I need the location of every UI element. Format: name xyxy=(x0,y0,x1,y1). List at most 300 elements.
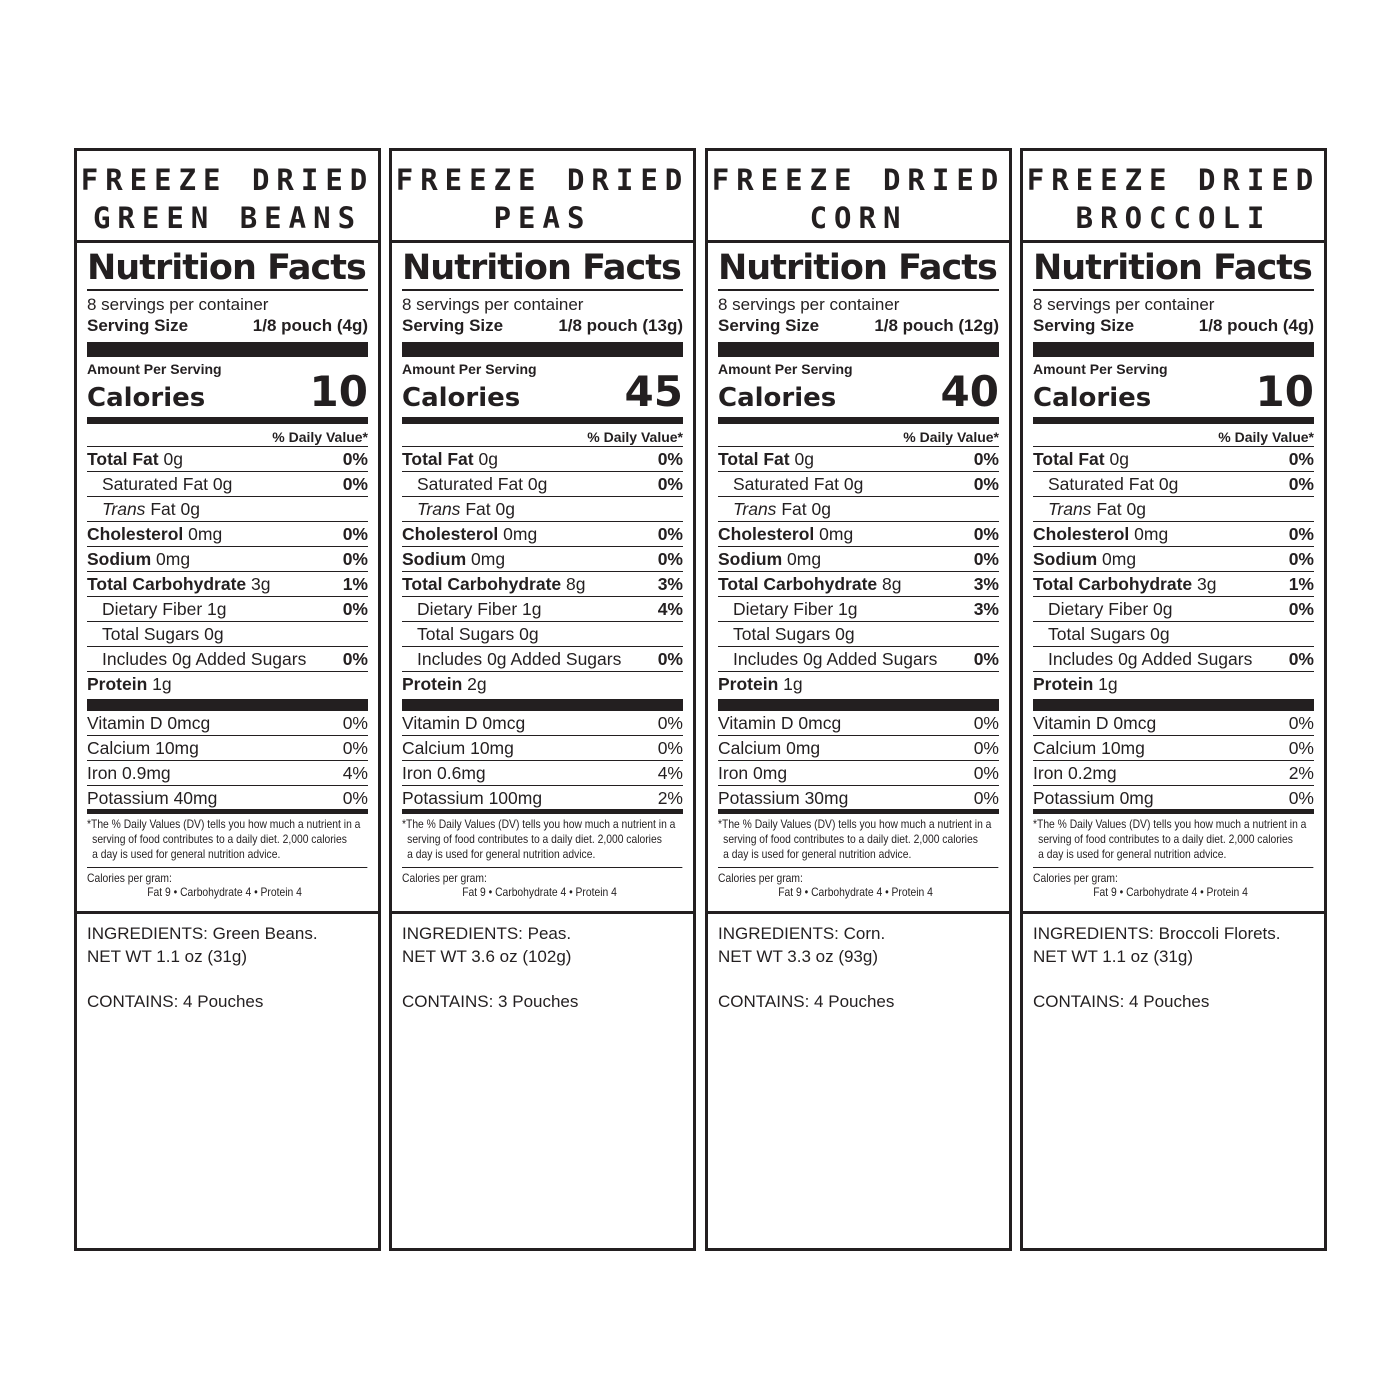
saturated-fat-dv: 0% xyxy=(1288,474,1314,494)
amount-per-serving: Amount Per Serving xyxy=(402,361,537,377)
potassium-amount: 0mg xyxy=(1119,788,1154,808)
sugars-amount: 0g xyxy=(519,624,539,644)
vitamin-d-label: Vitamin D xyxy=(87,713,163,733)
saturated-fat-row xyxy=(402,472,683,497)
iron-label: Iron xyxy=(402,763,433,783)
ingredients-value: Green Beans. xyxy=(212,924,318,943)
calories-per-gram-values: Fat 9 • Carbohydrate 4 • Protein 4 xyxy=(778,885,933,899)
serving-size-value: 1/8 pouch (13g) xyxy=(558,316,683,335)
nutrition-facts-box xyxy=(392,243,693,914)
product-title-line2: GREEN BEANS xyxy=(92,201,363,235)
product-title xyxy=(392,151,693,243)
total-fat-row xyxy=(87,447,368,472)
daily-value-footnote xyxy=(1033,817,1313,868)
thick-divider xyxy=(718,342,999,357)
medium-divider xyxy=(718,417,999,424)
vitamin-d-dv: 0% xyxy=(1288,713,1314,733)
ingredients-label: INGREDIENTS: xyxy=(1033,924,1154,943)
protein-label: Protein xyxy=(718,674,779,694)
trans-fat-row xyxy=(87,497,368,522)
total-carb-row xyxy=(718,572,999,597)
amount-per-serving: Amount Per Serving xyxy=(1033,361,1168,377)
fiber-dv: 0% xyxy=(342,599,368,619)
added-sugars-row xyxy=(718,647,999,672)
daily-value-footnote xyxy=(402,817,682,868)
iron-dv: 4% xyxy=(342,763,368,783)
net-weight-value: 3.3 oz (93g) xyxy=(787,947,879,966)
thick-divider xyxy=(87,342,368,357)
daily-value-header: % Daily Value* xyxy=(1033,428,1314,447)
potassium-label: Potassium xyxy=(87,788,169,808)
footnote-line3: a day is used for general nutrition advice. xyxy=(407,847,596,861)
calories-value: 45 xyxy=(624,367,683,416)
calories-per-gram xyxy=(1033,871,1313,899)
total-carb-dv: 3% xyxy=(657,574,683,594)
total-fat-dv: 0% xyxy=(973,449,999,469)
calories-per-gram xyxy=(718,871,998,899)
total-carb-dv: 1% xyxy=(1288,574,1314,594)
medium-divider xyxy=(87,417,368,424)
total-fat-label: Total Fat xyxy=(402,449,474,469)
added-sugars-dv: 0% xyxy=(1288,649,1314,669)
cholesterol-amount: 0mg xyxy=(1134,524,1169,544)
fiber-label: Dietary Fiber xyxy=(1048,599,1149,619)
nutrition-facts-heading: Nutrition Facts xyxy=(1033,247,1314,291)
nutrition-facts-box xyxy=(77,243,378,914)
total-fat-amount: 0g xyxy=(1109,449,1129,469)
servings-per-container: 8 servings per container xyxy=(1033,295,1215,314)
includes-label: Includes xyxy=(1048,649,1114,669)
potassium-row xyxy=(718,786,999,814)
total-carb-amount: 8g xyxy=(882,574,902,594)
potassium-label: Potassium xyxy=(1033,788,1115,808)
vitamin-d-amount: 0mcg xyxy=(1113,713,1157,733)
trans-label: Trans xyxy=(102,499,146,519)
iron-row xyxy=(718,761,999,786)
ingredients-line xyxy=(718,922,999,945)
sodium-label: Sodium xyxy=(1033,549,1098,569)
iron-label: Iron xyxy=(718,763,749,783)
added-sugars-dv: 0% xyxy=(342,649,368,669)
iron-amount: 0mg xyxy=(753,763,788,783)
calcium-row xyxy=(87,736,368,761)
total-carb-amount: 3g xyxy=(1197,574,1217,594)
iron-row xyxy=(402,761,683,786)
trans-fat-word: Fat xyxy=(465,499,491,519)
vitamin-d-amount: 0mcg xyxy=(482,713,526,733)
fiber-amount: 1g xyxy=(522,599,542,619)
serving-size-row xyxy=(87,315,368,337)
product-title-line1: FREEZE DRIED xyxy=(1026,163,1321,197)
serving-size-value: 1/8 pouch (4g) xyxy=(1198,316,1314,335)
vitamin-divider xyxy=(1033,699,1314,711)
product-title xyxy=(1023,151,1324,243)
net-weight-line xyxy=(1033,945,1314,968)
calcium-amount: 10mg xyxy=(470,738,514,758)
vitamin-d-dv: 0% xyxy=(657,713,683,733)
nutrition-facts-heading: Nutrition Facts xyxy=(87,247,368,291)
cholesterol-row xyxy=(718,522,999,547)
vitamin-d-row xyxy=(718,711,999,736)
total-fat-label: Total Fat xyxy=(718,449,790,469)
ingredients-section xyxy=(708,914,1009,1013)
vitamin-d-row xyxy=(402,711,683,736)
medium-divider xyxy=(402,417,683,424)
cholesterol-amount: 0mg xyxy=(819,524,854,544)
saturated-fat-dv: 0% xyxy=(342,474,368,494)
added-sugars-amount: 0g xyxy=(487,649,507,669)
ingredients-line xyxy=(402,922,683,945)
sugars-row xyxy=(402,622,683,647)
potassium-dv: 0% xyxy=(973,788,999,808)
product-title-line2: PEAS xyxy=(493,201,592,235)
calories-label: Calories xyxy=(402,383,521,413)
calcium-dv: 0% xyxy=(657,738,683,758)
footnote-line3: a day is used for general nutrition advice. xyxy=(723,847,912,861)
fiber-dv: 3% xyxy=(973,599,999,619)
net-weight-label: NET WT xyxy=(87,947,152,966)
cholesterol-label: Cholesterol xyxy=(402,524,499,544)
contains-value: 4 Pouches xyxy=(1129,992,1210,1011)
footnote-line2: serving of food contributes to a daily diet. 2,000 calories xyxy=(1038,832,1293,846)
protein-amount: 1g xyxy=(152,674,172,694)
total-carb-row xyxy=(402,572,683,597)
serving-size-label: Serving Size xyxy=(1033,316,1135,335)
sodium-row xyxy=(718,547,999,572)
protein-amount: 1g xyxy=(783,674,803,694)
total-fat-row xyxy=(402,447,683,472)
total-carb-amount: 3g xyxy=(251,574,271,594)
serving-size-label: Serving Size xyxy=(402,316,504,335)
fiber-row xyxy=(718,597,999,622)
protein-label: Protein xyxy=(402,674,463,694)
daily-value-header: % Daily Value* xyxy=(87,428,368,447)
sodium-amount: 0mg xyxy=(156,549,191,569)
serving-size-row xyxy=(402,315,683,337)
vitamin-d-label: Vitamin D xyxy=(1033,713,1109,733)
net-weight-value: 1.1 oz (31g) xyxy=(156,947,248,966)
product-panel-4 xyxy=(1020,148,1327,1251)
thick-divider xyxy=(402,342,683,357)
iron-label: Iron xyxy=(87,763,118,783)
nutrition-facts-box xyxy=(708,243,1009,914)
saturated-fat-dv: 0% xyxy=(973,474,999,494)
cholesterol-dv: 0% xyxy=(657,524,683,544)
calcium-label: Calcium xyxy=(87,738,151,758)
sugars-label: Total Sugars xyxy=(102,624,200,644)
potassium-row xyxy=(402,786,683,814)
contains-value: 4 Pouches xyxy=(183,992,264,1011)
iron-dv: 0% xyxy=(973,763,999,783)
iron-dv: 4% xyxy=(657,763,683,783)
calcium-row xyxy=(1033,736,1314,761)
saturated-fat-amount: 0g xyxy=(212,474,233,494)
total-fat-amount: 0g xyxy=(478,449,498,469)
calcium-amount: 10mg xyxy=(1101,738,1145,758)
amount-per-serving: Amount Per Serving xyxy=(87,361,222,377)
footnote-line2: serving of food contributes to a daily diet. 2,000 calories xyxy=(723,832,978,846)
footnote-line1: *The % Daily Values (DV) tells you how much a nutrient in a xyxy=(718,817,992,831)
added-sugars-label: Added Sugars xyxy=(826,649,938,669)
sodium-dv: 0% xyxy=(1288,549,1314,569)
cholesterol-dv: 0% xyxy=(973,524,999,544)
protein-row xyxy=(402,672,683,697)
sodium-dv: 0% xyxy=(342,549,368,569)
serving-size-value: 1/8 pouch (4g) xyxy=(252,316,368,335)
calories-label: Calories xyxy=(87,383,206,413)
calories-value: 40 xyxy=(940,367,999,416)
fiber-dv: 0% xyxy=(1288,599,1314,619)
product-title-line1: FREEZE DRIED xyxy=(395,163,690,197)
trans-fat-amount: 0g xyxy=(811,499,831,519)
ingredients-value: Peas. xyxy=(527,924,572,943)
ingredients-line xyxy=(87,922,368,945)
product-panel-2 xyxy=(389,148,696,1251)
saturated-fat-label: Saturated Fat xyxy=(1048,474,1155,494)
medium-divider xyxy=(1033,417,1314,424)
saturated-fat-dv: 0% xyxy=(657,474,683,494)
potassium-amount: 100mg xyxy=(488,788,543,808)
contains-label: CONTAINS: xyxy=(402,992,494,1011)
serving-size-row xyxy=(1033,315,1314,337)
cholesterol-amount: 0mg xyxy=(503,524,538,544)
ingredients-label: INGREDIENTS: xyxy=(402,924,523,943)
calories-per-gram xyxy=(402,871,682,899)
sugars-row xyxy=(1033,622,1314,647)
added-sugars-amount: 0g xyxy=(172,649,192,669)
added-sugars-dv: 0% xyxy=(973,649,999,669)
added-sugars-label: Added Sugars xyxy=(195,649,307,669)
footnote-line2: serving of food contributes to a daily diet. 2,000 calories xyxy=(92,832,347,846)
iron-amount: 0.9mg xyxy=(122,763,171,783)
ingredients-section xyxy=(392,914,693,1013)
contains-label: CONTAINS: xyxy=(87,992,179,1011)
serving-size-value: 1/8 pouch (12g) xyxy=(874,316,999,335)
contains-value: 4 Pouches xyxy=(814,992,895,1011)
vitamin-d-row xyxy=(1033,711,1314,736)
calories-per-gram-label: Calories per gram: xyxy=(1033,871,1118,885)
sodium-label: Sodium xyxy=(718,549,783,569)
net-weight-line xyxy=(87,945,368,968)
cholesterol-amount: 0mg xyxy=(188,524,223,544)
iron-label: Iron xyxy=(1033,763,1064,783)
trans-fat-amount: 0g xyxy=(495,499,515,519)
protein-label: Protein xyxy=(1033,674,1094,694)
cholesterol-dv: 0% xyxy=(342,524,368,544)
ingredients-value: Broccoli Florets. xyxy=(1158,924,1281,943)
iron-amount: 0.2mg xyxy=(1068,763,1117,783)
sugars-amount: 0g xyxy=(835,624,855,644)
fiber-row xyxy=(87,597,368,622)
vitamin-d-dv: 0% xyxy=(342,713,368,733)
total-fat-dv: 0% xyxy=(657,449,683,469)
product-title-line2: CORN xyxy=(809,201,908,235)
contains-label: CONTAINS: xyxy=(718,992,810,1011)
total-carb-row xyxy=(1033,572,1314,597)
trans-label: Trans xyxy=(733,499,777,519)
nutrition-facts-box xyxy=(1023,243,1324,914)
added-sugars-label: Added Sugars xyxy=(510,649,622,669)
trans-label: Trans xyxy=(417,499,461,519)
product-panel-1 xyxy=(74,148,381,1251)
cholesterol-label: Cholesterol xyxy=(87,524,184,544)
protein-row xyxy=(87,672,368,697)
saturated-fat-amount: 0g xyxy=(1158,474,1179,494)
potassium-row xyxy=(1033,786,1314,814)
potassium-label: Potassium xyxy=(402,788,484,808)
contains-line xyxy=(718,990,999,1013)
potassium-row xyxy=(87,786,368,814)
trans-fat-amount: 0g xyxy=(1126,499,1146,519)
sodium-label: Sodium xyxy=(402,549,467,569)
calories-per-gram-label: Calories per gram: xyxy=(402,871,487,885)
contains-value: 3 Pouches xyxy=(498,992,579,1011)
serving-size-label: Serving Size xyxy=(718,316,820,335)
fiber-amount: 1g xyxy=(838,599,858,619)
amount-per-serving: Amount Per Serving xyxy=(718,361,853,377)
calories-value: 10 xyxy=(309,367,368,416)
calories-per-gram-values: Fat 9 • Carbohydrate 4 • Protein 4 xyxy=(462,885,617,899)
calcium-dv: 0% xyxy=(1288,738,1314,758)
sodium-amount: 0mg xyxy=(471,549,506,569)
sugars-label: Total Sugars xyxy=(733,624,831,644)
calories-per-gram xyxy=(87,871,367,899)
contains-line xyxy=(87,990,368,1013)
sugars-amount: 0g xyxy=(204,624,224,644)
net-weight-value: 1.1 oz (31g) xyxy=(1102,947,1194,966)
cholesterol-dv: 0% xyxy=(1288,524,1314,544)
sugars-amount: 0g xyxy=(1150,624,1170,644)
saturated-fat-row xyxy=(87,472,368,497)
saturated-fat-row xyxy=(718,472,999,497)
product-title xyxy=(77,151,378,243)
potassium-label: Potassium xyxy=(718,788,800,808)
trans-fat-word: Fat xyxy=(1096,499,1122,519)
sodium-amount: 0mg xyxy=(1102,549,1137,569)
total-fat-row xyxy=(718,447,999,472)
sugars-row xyxy=(718,622,999,647)
calcium-dv: 0% xyxy=(973,738,999,758)
total-carb-dv: 3% xyxy=(973,574,999,594)
contains-line xyxy=(1033,990,1314,1013)
daily-value-header: % Daily Value* xyxy=(402,428,683,447)
fiber-label: Dietary Fiber xyxy=(102,599,203,619)
servings-per-container: 8 servings per container xyxy=(718,295,900,314)
total-fat-dv: 0% xyxy=(342,449,368,469)
calories-per-gram-label: Calories per gram: xyxy=(718,871,803,885)
net-weight-line xyxy=(718,945,999,968)
sodium-dv: 0% xyxy=(657,549,683,569)
footnote-line1: *The % Daily Values (DV) tells you how much a nutrient in a xyxy=(1033,817,1307,831)
fiber-row xyxy=(1033,597,1314,622)
trans-fat-row xyxy=(402,497,683,522)
calcium-amount: 0mg xyxy=(786,738,821,758)
footnote-line1: *The % Daily Values (DV) tells you how much a nutrient in a xyxy=(402,817,676,831)
added-sugars-label: Added Sugars xyxy=(1141,649,1253,669)
calcium-dv: 0% xyxy=(342,738,368,758)
net-weight-line xyxy=(402,945,683,968)
calories-per-gram-values: Fat 9 • Carbohydrate 4 • Protein 4 xyxy=(147,885,302,899)
trans-fat-word: Fat xyxy=(150,499,176,519)
sugars-label: Total Sugars xyxy=(1048,624,1146,644)
sodium-dv: 0% xyxy=(973,549,999,569)
sodium-label: Sodium xyxy=(87,549,152,569)
vitamin-divider xyxy=(718,699,999,711)
serving-size-label: Serving Size xyxy=(87,316,189,335)
cholesterol-row xyxy=(87,522,368,547)
net-weight-label: NET WT xyxy=(402,947,467,966)
vitamin-d-label: Vitamin D xyxy=(402,713,478,733)
potassium-dv: 0% xyxy=(342,788,368,808)
ingredients-line xyxy=(1033,922,1314,945)
servings-per-container: 8 servings per container xyxy=(87,295,269,314)
calcium-label: Calcium xyxy=(402,738,466,758)
ingredients-label: INGREDIENTS: xyxy=(718,924,839,943)
contains-line xyxy=(402,990,683,1013)
fiber-amount: 1g xyxy=(207,599,227,619)
nutrition-facts-heading: Nutrition Facts xyxy=(402,247,683,291)
total-fat-row xyxy=(1033,447,1314,472)
sugars-row xyxy=(87,622,368,647)
ingredients-section xyxy=(1023,914,1324,1013)
product-title-line1: FREEZE DRIED xyxy=(80,163,375,197)
sugars-label: Total Sugars xyxy=(417,624,515,644)
saturated-fat-amount: 0g xyxy=(527,474,548,494)
total-carb-label: Total Carbohydrate xyxy=(1033,574,1193,594)
nutrition-facts-heading: Nutrition Facts xyxy=(718,247,999,291)
cholesterol-row xyxy=(402,522,683,547)
sodium-amount: 0mg xyxy=(787,549,822,569)
saturated-fat-row xyxy=(1033,472,1314,497)
cholesterol-row xyxy=(1033,522,1314,547)
total-fat-amount: 0g xyxy=(794,449,814,469)
serving-size-row xyxy=(718,315,999,337)
daily-value-footnote xyxy=(87,817,367,868)
calories-label: Calories xyxy=(718,383,837,413)
saturated-fat-label: Saturated Fat xyxy=(102,474,209,494)
total-fat-label: Total Fat xyxy=(87,449,159,469)
iron-row xyxy=(1033,761,1314,786)
protein-row xyxy=(1033,672,1314,697)
vitamin-d-dv: 0% xyxy=(973,713,999,733)
total-carb-amount: 8g xyxy=(566,574,586,594)
ingredients-value: Corn. xyxy=(843,924,886,943)
protein-label: Protein xyxy=(87,674,148,694)
calcium-label: Calcium xyxy=(718,738,782,758)
potassium-amount: 30mg xyxy=(804,788,849,808)
daily-value-footnote xyxy=(718,817,998,868)
cholesterol-label: Cholesterol xyxy=(718,524,815,544)
total-fat-amount: 0g xyxy=(163,449,183,469)
product-panel-3 xyxy=(705,148,1012,1251)
calcium-label: Calcium xyxy=(1033,738,1097,758)
vitamin-divider xyxy=(402,699,683,711)
product-title-line2: BROCCOLI xyxy=(1075,201,1272,235)
calories-label: Calories xyxy=(1033,383,1152,413)
trans-fat-word: Fat xyxy=(781,499,807,519)
thick-divider xyxy=(1033,342,1314,357)
footnote-line2: serving of food contributes to a daily diet. 2,000 calories xyxy=(407,832,662,846)
iron-amount: 0.6mg xyxy=(437,763,486,783)
fiber-dv: 4% xyxy=(657,599,683,619)
iron-dv: 2% xyxy=(1288,763,1314,783)
sodium-row xyxy=(87,547,368,572)
added-sugars-row xyxy=(87,647,368,672)
includes-label: Includes xyxy=(417,649,483,669)
includes-label: Includes xyxy=(733,649,799,669)
potassium-dv: 2% xyxy=(657,788,683,808)
saturated-fat-amount: 0g xyxy=(843,474,864,494)
